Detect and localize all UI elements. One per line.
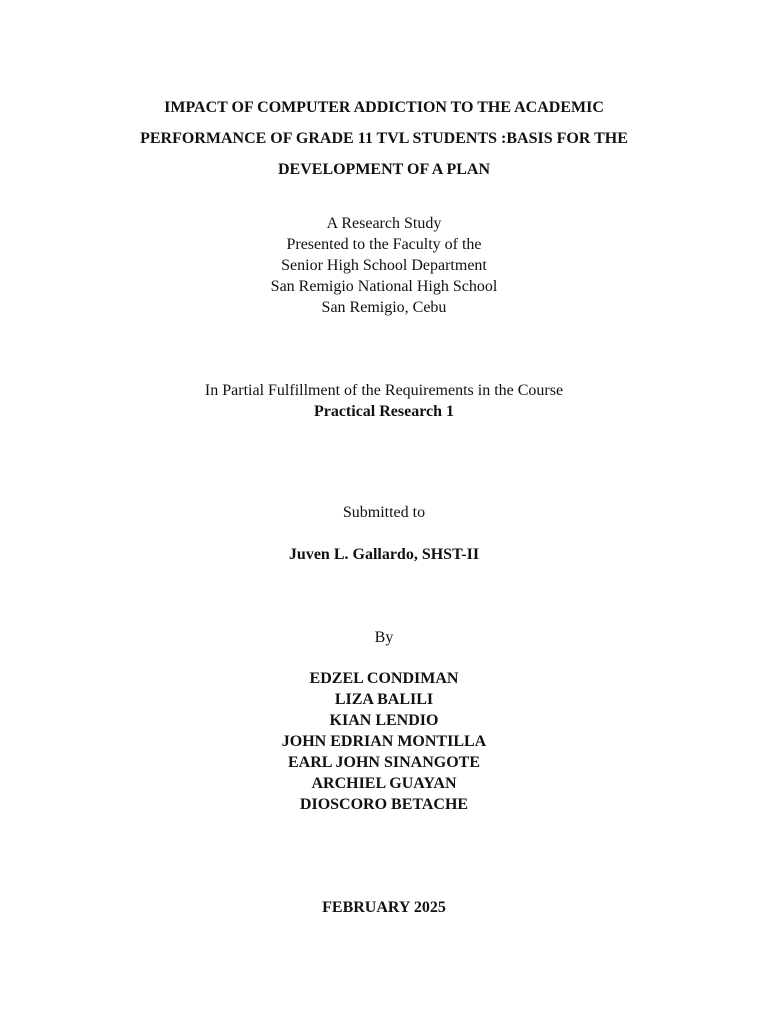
study-description xyxy=(0,213,768,318)
author-name: DIOSCORO BETACHE xyxy=(299,796,469,813)
research-title xyxy=(0,92,768,185)
author-name: JOHN EDRIAN MONTILLA xyxy=(281,733,487,750)
school-location: San Remigio, Cebu xyxy=(321,299,447,316)
department: Senior High School Department xyxy=(281,257,487,274)
author-name: EARL JOHN SINANGOTE xyxy=(287,754,481,771)
presented-to: Presented to the Faculty of the xyxy=(286,236,482,253)
author-name: EDZEL CONDIMAN xyxy=(309,670,459,687)
submission-date: FEBRUARY 2025 xyxy=(322,899,446,916)
author-name: KIAN LENDIO xyxy=(329,712,439,729)
title-line: IMPACT OF COMPUTER ADDICTION TO THE ACADEMIC xyxy=(164,99,604,116)
fulfillment-statement: In Partial Fulfillment of the Requirements in the Course xyxy=(204,382,564,399)
adviser-name: Juven L. Gallardo, SHST-II xyxy=(288,546,480,563)
submitted-to-label: Submitted to xyxy=(342,504,426,521)
author-name: ARCHIEL GUAYAN xyxy=(311,775,457,792)
fulfillment-section xyxy=(0,380,768,422)
school-name: San Remigio National High School xyxy=(270,278,498,295)
title-line: DEVELOPMENT OF A PLAN xyxy=(277,161,491,178)
by-label: By xyxy=(374,629,394,646)
author-name: LIZA BALILI xyxy=(334,691,434,708)
course-name: Practical Research 1 xyxy=(313,403,455,420)
authors-list xyxy=(0,668,768,815)
study-type: A Research Study xyxy=(326,215,442,232)
title-line: PERFORMANCE OF GRADE 11 TVL STUDENTS :BASIS FOR THE xyxy=(140,130,628,147)
